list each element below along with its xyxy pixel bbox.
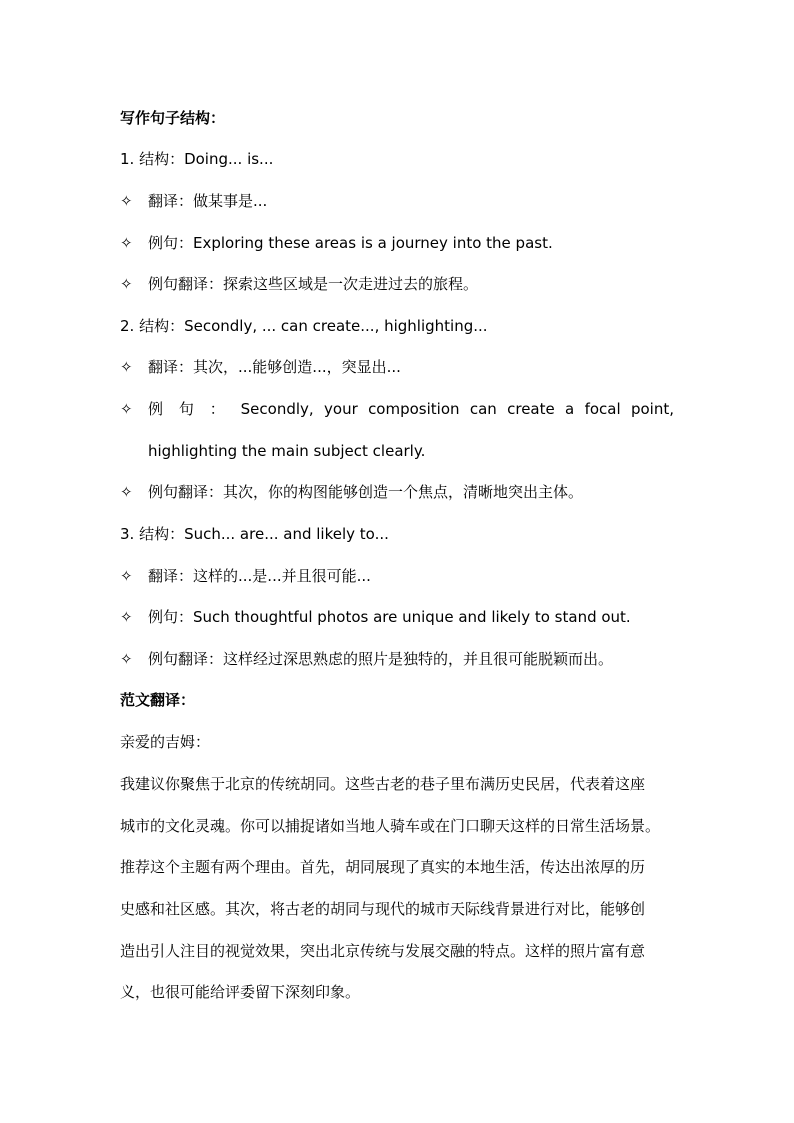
model-essay-translation-heading: 范文翻译：	[120, 691, 196, 709]
structure-2-example-line-1: 例 句 ： Secondly, your composition can create a focal point,	[148, 400, 674, 418]
diamond-bullet-icon: ✧	[120, 275, 133, 293]
sentence-structure-heading: 写作句子结构：	[120, 109, 226, 127]
structure-3-example-translation: 例句翻译：这样经过深思熟虑的照片是独特的，并且很可能脱颖而出。	[148, 650, 614, 668]
diamond-bullet-icon: ✧	[120, 608, 133, 626]
essay-line-4: 史感和社区感。其次，将古老的胡同与现代的城市天际线背景进行对比，能够创	[120, 900, 646, 918]
structure-3-example: 例句：Such thoughtful photos are unique and likely to stand out.	[148, 608, 631, 626]
structure-1-example: 例句：Exploring these areas is a journey into the past.	[148, 234, 553, 252]
diamond-bullet-icon: ✧	[120, 400, 133, 418]
structure-3-translation: 翻译：这样的...是...并且很可能...	[148, 567, 371, 585]
diamond-bullet-icon: ✧	[120, 358, 133, 376]
structure-2-translation: 翻译：其次，...能够创造...，突显出...	[148, 358, 401, 376]
structure-1-example-translation: 例句翻译：探索这些区域是一次走进过去的旅程。	[148, 275, 479, 293]
structure-1-translation: 翻译：做某事是...	[148, 192, 268, 210]
diamond-bullet-icon: ✧	[120, 192, 133, 210]
diamond-bullet-icon: ✧	[120, 234, 133, 252]
structure-1-title: 1. 结构：Doing... is...	[120, 150, 274, 168]
essay-line-6: 义，也很可能给评委留下深刻印象。	[120, 983, 361, 1001]
structure-3-title: 3. 结构：Such... are... and likely to...	[120, 525, 389, 543]
diamond-bullet-icon: ✧	[120, 483, 133, 501]
structure-2-example-translation: 例句翻译：其次，你的构图能够创造一个焦点，清晰地突出主体。	[148, 483, 584, 501]
structure-2-title: 2. 结构：Secondly, ... can create..., highlighting...	[120, 317, 488, 335]
diamond-bullet-icon: ✧	[120, 567, 133, 585]
structure-2-example-line-2: highlighting the main subject clearly.	[148, 442, 426, 460]
diamond-bullet-icon: ✧	[120, 650, 133, 668]
essay-line-5: 造出引人注目的视觉效果，突出北京传统与发展交融的特点。这样的照片富有意	[120, 942, 646, 960]
essay-line-1: 我建议你聚焦于北京的传统胡同。这些古老的巷子里布满历史民居，代表着这座	[120, 775, 646, 793]
letter-salutation: 亲爱的吉姆：	[120, 733, 211, 751]
essay-line-3: 推荐这个主题有两个理由。首先，胡同展现了真实的本地生活，传达出浓厚的历	[120, 858, 646, 876]
essay-line-2: 城市的文化灵魂。你可以捕捉诸如当地人骑车或在门口聊天这样的日常生活场景。	[120, 817, 661, 835]
